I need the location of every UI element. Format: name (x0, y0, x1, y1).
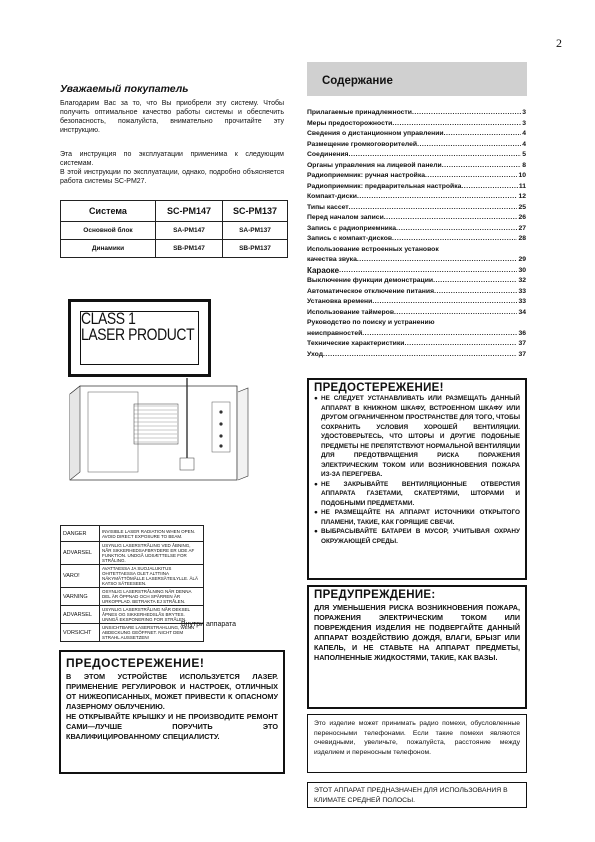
intro-title: Уважаемый покупатель (60, 83, 189, 95)
toc-entry-title: Сведения о дистанционном управлении (307, 130, 444, 137)
system-table-header-cell: Система (61, 201, 156, 222)
bullet-icon: ● (314, 480, 318, 488)
warning-label-text: INVISIBLE LASER RADIATION WHEN OPEN. AVOID DIRECT EXPOSURE TO BEAM. (100, 526, 204, 542)
vent-grille (134, 406, 177, 442)
toc-entry-title: Уход (307, 350, 324, 358)
toc-entry[interactable] (307, 234, 526, 245)
caution-heading: ПРЕДОСТЕРЕЖЕНИЕ! (314, 382, 444, 394)
caution-item (314, 480, 520, 509)
system-table-header-cell: SC-PM147 (156, 201, 223, 222)
warning-box (307, 585, 527, 709)
system-table-cell: SA-PM137 (223, 222, 288, 240)
warning-label-text: AVATTAESSA JA SUOJALUKITUS OHITETTAESSA OLET ALTTIINA NÄKYMÄTTÖMÄLLE LASERSÄTEILYLLE. ÄLÄ KATSO SÄTEESEEN. (100, 565, 204, 588)
toc-entry-title: Караоке (307, 265, 340, 275)
intro-paragraph-1: Благодарим Вас за то, что Вы приобрели эту систему. Чтобы получить оптимальное качество работы системы и обеспечить безопасность, пожалуйста, внимательно прочитайте эту инструкцию. (60, 100, 284, 134)
toc-entry-title: Органы управления на лицевой панели (307, 161, 442, 169)
toc-entry[interactable] (307, 192, 526, 203)
toc-entry-title: Соединения (307, 151, 349, 158)
warning-label-key: DANGER (61, 526, 100, 542)
system-table-cell: SB-PM137 (223, 240, 288, 258)
toc-entry-title: Меры предосторожности (307, 119, 393, 127)
toc-entry-page: 3 (522, 109, 526, 116)
system-table (60, 200, 288, 258)
laser-label-line2: LASER PRODUCT (81, 325, 195, 344)
toc-entry-page: 28 (518, 235, 526, 242)
toc-entry-page: 36 (518, 329, 526, 337)
toc-entry-page: 27 (518, 224, 526, 232)
toc-entry-title: Радиоприемник: предварительная настройка (307, 182, 462, 190)
toc-entry-title: Прилагаемые принадлежности (307, 109, 412, 116)
toc-entry-title: Перед началом записи (307, 214, 384, 221)
device-panel (88, 392, 138, 472)
system-table-cell: SB-PM147 (156, 240, 223, 258)
page-number: 2 (556, 36, 562, 50)
warning-label-text: UNSICHTBARE LASERSTRAHLUNG, WENN ABDECKUNG GEÖFFNET. NICHT DEM STRAHL AUSSETZEN! (100, 624, 204, 642)
system-table-row (61, 222, 288, 240)
warning-body: ДЛЯ УМЕНЬШЕНИЯ РИСКА ВОЗНИКНОВЕНИЯ ПОЖАРА, ПОРАЖЕНИЯ ЭЛЕКТРИЧЕСКИМ ТОКОМ ИЛИ ПОВРЕЖДЕНИЯ ИЗДЕЛИЯ НЕ ПОДВЕРГАЙТЕ ДАННЫЙ АППАРАТ ВОЗДЕЙСТВИЮ ДОЖДЯ, ВЛАГИ, БРЫЗГ ИЛИ КАПЕЛЬ, И НЕ СТАВЬТЕ НА АППАРАТ ПРЕДМЕТЫ, НАПОЛНЕННЫЕ ЖИДКОСТЯМИ, ТАКИЕ, КАК ВАЗЫ. (314, 603, 520, 662)
toc-entry-page: 10 (518, 172, 526, 179)
toc-entry-page: 12 (518, 193, 526, 200)
toc-entry[interactable] (307, 129, 526, 140)
toc-entry[interactable] (307, 182, 526, 193)
inside-caption: Внутри аппарата (181, 621, 237, 628)
toc-entry-page: 34 (518, 308, 526, 316)
device-drawing (62, 372, 282, 497)
system-table-cell: Основной блок (61, 222, 156, 240)
laser-warning-body-1: В ЭТОМ УСТРОЙСТВЕ ИСПОЛЬЗУЕТСЯ ЛАЗЕР. ПРИМЕНЕНИЕ РЕГУЛИРОВОК И НАСТРОЕК, ОТЛИЧНЫХ ОТ НИЖЕОПИСАННЫХ, МОЖЕТ ПРИВЕСТИ К ОПАСНОМУ ЛАЗЕРНОМУ ОБЛУЧЕНИЮ. (66, 672, 278, 711)
toc-entry[interactable] (307, 339, 526, 350)
climate-note: ЭТОТ АППАРАТ ПРЕДНАЗНАЧЕН ДЛЯ ИСПОЛЬЗОВАНИЯ В КЛИМАТЕ СРЕДНЕЙ ПОЛОСЫ. (307, 782, 527, 808)
intro-paragraph-3: В этой инструкции по эксплуатации, однако, подробно объясняется работа системы SC-PM27. (60, 169, 284, 185)
warning-label-key: VARNING (61, 588, 100, 606)
toc-entry[interactable] (307, 287, 526, 298)
device-side (70, 386, 80, 480)
toc-entry-page: 4 (522, 130, 526, 137)
system-table-header (61, 201, 288, 222)
toc-entry-title: Руководство по поиску и устранению (307, 319, 435, 326)
toc-entry-page: 37 (518, 340, 526, 347)
device-back-edge (238, 388, 248, 480)
toc-entry[interactable] (307, 276, 526, 287)
toc-entry[interactable] (307, 255, 526, 266)
toc-entry-title: Использование таймеров (307, 308, 395, 316)
toc-entry-page: 5 (522, 151, 526, 158)
laser-warning-heading: ПРЕДОСТЕРЕЖЕНИЕ! (66, 656, 205, 670)
caution-item-text: ВЫБРАСЫВАЙТЕ БАТАРЕИ В МУСОР, УЧИТЫВАЯ ОХРАНУ ОКРУЖАЮЩЕЙ СРЕДЫ. (321, 528, 520, 545)
toc-entry[interactable] (307, 150, 526, 161)
toc-entry-title: Использование встроенных установок (307, 245, 439, 253)
toc-entry[interactable] (307, 224, 526, 235)
toc-entry-title: неисправностей (307, 329, 363, 337)
bullet-icon: ● (314, 528, 318, 535)
toc-entry-page: 3 (522, 119, 526, 127)
jack-dots (219, 410, 222, 447)
toc-entry[interactable] (307, 119, 526, 130)
warning-label-row (61, 588, 204, 606)
toc-entry[interactable] (307, 108, 526, 119)
toc-entry-page: 33 (518, 287, 526, 295)
toc-entry-title: Размещение громкоговорителей (307, 140, 418, 148)
toc-entry-page: 25 (518, 203, 526, 211)
toc-entry[interactable] (307, 329, 526, 340)
label-location-marker (180, 458, 194, 470)
radio-interference-note: Это изделие может принимать радио помехи, обусловленные переносными телефонами. Если такие помехи являются очевидными, увеличьте, пожалуйста, расстояние между изделием и переносным телефоном. (307, 714, 527, 773)
warning-label-row (61, 526, 204, 542)
toc-entry-page: 4 (522, 140, 526, 148)
caution-box (307, 378, 527, 580)
toc-entry-title: Выключение функции демонстрации (307, 277, 434, 284)
warning-label-text: USYNLIG LASERSTRÅLING NÅR DEKSEL ÅPNES OG SIKKERHEDSLÅS BRYTES. UNNGÅ EKSPONERING FOR STRÅLEN. (100, 606, 204, 624)
laser-class-label (68, 299, 211, 377)
warning-label-row (61, 542, 204, 565)
toc-entry-title: Радиоприемник: ручная настройка (307, 172, 426, 179)
toc-entry-page: 33 (518, 298, 526, 305)
caution-item-text: НЕ СЛЕДУЕТ УСТАНАВЛИВАТЬ ИЛИ РАЗМЕЩАТЬ ДАННЫЙ АППАРАТ В КНИЖНОМ ШКАФУ, ВСТРОЕННОМ ШКАФУ ИЛИ ДРУГОМ ОГРАНИЧЕННОМ ПРОСТРАНСТВЕ ДЛЯ ТОГО, ЧТОБЫ СОХРАНИТЬ УСЛОВИЯ ХОРОШЕЙ ВЕНТИЛЯЦИИ. УДОСТОВЕРЬТЕСЬ, ЧТО ШТОРЫ И ДРУГИЕ ПОДОБНЫЕ ПРЕДМЕТЫ НЕ ПРЕПЯТСТВУЮТ НОРМАЛЬНОЙ ВЕНТИЛЯЦИИ ДЛЯ ПРЕДОТВРАЩЕНИЯ РИСКА ПОРАЖЕНИЯ ЭЛЕКТРИЧЕСКИМ ТОКОМ ИЛИ ВОЗНИКНОВЕНИЯ ПОЖАРА ИЗ-ЗА ПЕРЕГРЕВА. (321, 395, 520, 478)
laser-warning-body-2: НЕ ОТКРЫВАЙТЕ КРЫШКУ И НЕ ПРОИЗВОДИТЕ РЕМОНТ САМИ—ЛУЧШЕ ПОРУЧИТЬ ЭТО КВАЛИФИЦИРОВАННОМУ СПЕЦИАЛИСТУ. (66, 712, 278, 741)
warning-label-key: ADVARSEL (61, 606, 100, 624)
toc-entry[interactable] (307, 318, 526, 329)
caution-item (314, 508, 520, 527)
caution-item (314, 394, 520, 480)
warning-label-key: VARO! (61, 565, 100, 588)
toc-entry-title: Автоматическое отключение питания (307, 287, 435, 295)
warning-heading: ПРЕДУПРЕЖДЕНИЕ: (314, 589, 436, 601)
toc-entry[interactable] (307, 245, 526, 256)
toc-entry-page: 29 (518, 256, 526, 263)
toc-entry[interactable] (307, 213, 526, 224)
toc-entry-page: 30 (518, 266, 526, 274)
laser-label-line1: CLASS 1 (81, 309, 136, 328)
toc-entry[interactable] (307, 308, 526, 319)
toc-entry[interactable] (307, 350, 526, 361)
laser-warning-box (59, 650, 285, 774)
toc-entry-title: Типы кассет (307, 203, 349, 211)
system-table-row (61, 240, 288, 258)
system-table-cell: SA-PM147 (156, 222, 223, 240)
toc-entry[interactable] (307, 266, 526, 277)
toc-entry[interactable] (307, 171, 526, 182)
toc-entry[interactable] (307, 203, 526, 214)
system-table-cell: Динамики (61, 240, 156, 258)
caution-item-text: НЕ ЗАКРЫВАЙТЕ ВЕНТИЛЯЦИОННЫЕ ОТВЕРСТИЯ АППАРАТА ГАЗЕТАМИ, СКАТЕРТЯМИ, ШТОРАМИ И ПОДОБНЫМИ ПРЕДМЕТАМИ. (321, 480, 520, 507)
toc-header (307, 62, 527, 96)
warning-label-text: OSYNLIG LASERSTRÅLNING NÄR DENNA DEL ÄR ÖPPNAD OCH SPÄRREN ÄR URKOPPLAD. BETRAKTA EJ STRÅLEN. (100, 588, 204, 606)
caution-item-text: НЕ РАЗМЕЩАЙТЕ НА АППАРАТ ИСТОЧНИКИ ОТКРЫТОГО ПЛАМЕНИ, ТАКИЕ, КАК ГОРЯЩИЕ СВЕЧИ. (321, 509, 520, 526)
toc-entry-page: 11 (518, 182, 526, 190)
warning-label-text: USYNLIG LASERSTRÅLING VED ÅBNING, NÅR SIKKERHEDSAFBRYDERE ER UDE AF FUNKTION. UNDGÅ UDSÆTTELSE FOR STRÅLING. (100, 542, 204, 565)
toc-entry-page: 26 (518, 214, 526, 221)
toc-entry-title: Установка времени (307, 298, 373, 305)
toc-heading: Содержание (322, 75, 393, 87)
warning-label-key: VORSICHT (61, 624, 100, 642)
warning-label-key: ADVARSEL (61, 542, 100, 565)
toc-entry[interactable] (307, 297, 526, 308)
toc-entry[interactable] (307, 140, 526, 151)
toc-entry-page: 32 (518, 277, 526, 284)
toc-entry-page: 37 (518, 350, 526, 358)
system-table-header-cell: SC-PM137 (223, 201, 288, 222)
table-of-contents (307, 108, 526, 360)
toc-entry-title: Запись с компакт-дисков (307, 235, 393, 242)
bullet-icon: ● (314, 509, 318, 516)
warning-label-row (61, 565, 204, 588)
toc-entry-title: Запись с радиоприемника (307, 224, 397, 232)
toc-entry-title: качества звука (307, 256, 357, 263)
toc-entry-title: Компакт-диски (307, 193, 357, 200)
laser-label-text (81, 311, 194, 343)
toc-entry[interactable] (307, 161, 526, 172)
bullet-icon: ● (314, 395, 318, 402)
toc-entry-page: 8 (522, 161, 526, 169)
caution-item (314, 527, 520, 546)
toc-entry-title: Технические характеристики (307, 340, 405, 347)
intro-paragraph-2: Эта инструкция по эксплуатации применима к следующим системам. (60, 151, 284, 167)
